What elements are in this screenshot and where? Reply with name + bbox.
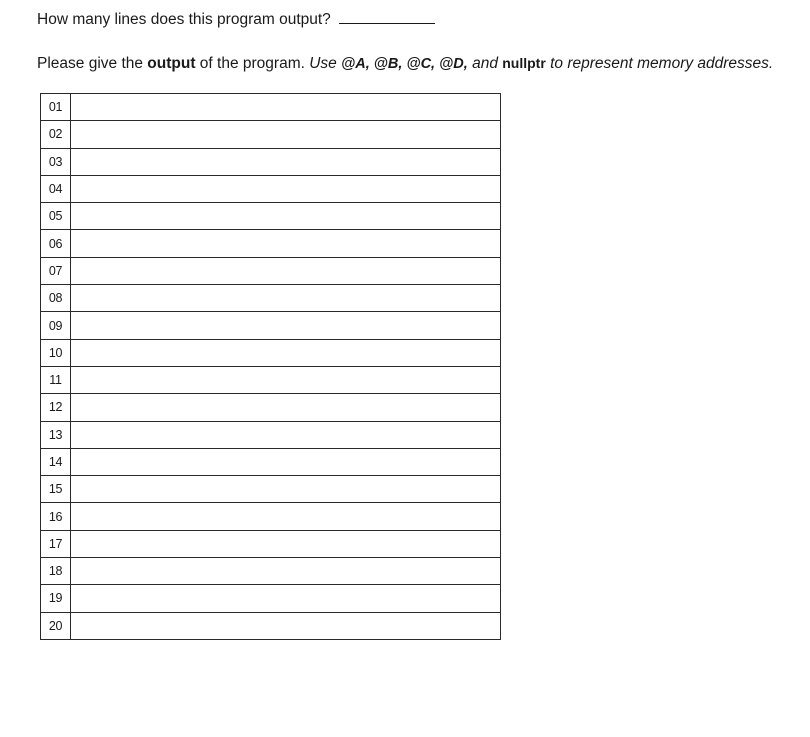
line-number: 09 [41,312,71,339]
table-row [41,585,501,612]
table-row [41,530,501,557]
line-number: 06 [41,230,71,257]
table-row [41,175,501,202]
line-number: 11 [41,366,71,393]
line-number: 01 [41,94,71,121]
line-number: 20 [41,612,71,639]
line-number: 14 [41,448,71,475]
table-row [41,203,501,230]
line-number: 05 [41,203,71,230]
line-number: 10 [41,339,71,366]
table-row [41,394,501,421]
line-number: 16 [41,503,71,530]
line-number: 12 [41,394,71,421]
answer-cell[interactable] [71,203,501,230]
table-row [41,121,501,148]
line-number: 15 [41,476,71,503]
table-row [41,148,501,175]
answer-cell[interactable] [71,148,501,175]
line-number: 19 [41,585,71,612]
answer-cell[interactable] [71,612,501,639]
table-row [41,312,501,339]
instr-part-3: of the program. [195,55,310,72]
line-number: 02 [41,121,71,148]
table-row [41,285,501,312]
table-row [41,558,501,585]
table-row [41,230,501,257]
answer-cell[interactable] [71,476,501,503]
line-number: 04 [41,175,71,202]
line-number: 18 [41,558,71,585]
question-line-count-text: How many lines does this program output? [37,11,331,28]
answer-cell[interactable] [71,121,501,148]
instr-part-4: Use [309,55,342,72]
line-number: 13 [41,421,71,448]
answer-cell[interactable] [71,421,501,448]
question-line-count [37,10,435,30]
instr-part-8: to represent memory addresses. [545,55,774,72]
answer-cell[interactable] [71,230,501,257]
answer-table-body [41,94,501,640]
table-row [41,476,501,503]
answer-cell[interactable] [71,585,501,612]
answer-cell[interactable] [71,503,501,530]
line-number: 07 [41,257,71,284]
answer-cell[interactable] [71,339,501,366]
table-row [41,503,501,530]
answer-cell[interactable] [71,394,501,421]
instr-output-word: output [147,55,196,72]
instr-part-1: Please give the [37,55,148,72]
table-row [41,339,501,366]
table-row [41,257,501,284]
answer-cell[interactable] [71,94,501,121]
instr-part-6: and [467,55,503,72]
answer-cell[interactable] [71,366,501,393]
answer-cell[interactable] [71,558,501,585]
answer-cell[interactable] [71,175,501,202]
answer-cell[interactable] [71,448,501,475]
answer-cell[interactable] [71,257,501,284]
answer-cell[interactable] [71,312,501,339]
table-row [41,421,501,448]
table-row [41,448,501,475]
answer-blank[interactable] [339,11,435,24]
line-number: 08 [41,285,71,312]
answer-cell[interactable] [71,530,501,557]
table-row [41,366,501,393]
table-row [41,94,501,121]
instr-nullptr: nullptr [502,55,546,71]
answer-cell[interactable] [71,285,501,312]
instr-addresses: @A, @B, @C, @D, [341,56,468,72]
line-number: 03 [41,148,71,175]
line-number: 17 [41,530,71,557]
question-output-instructions [37,53,773,74]
table-row [41,612,501,639]
answer-table [40,93,501,640]
